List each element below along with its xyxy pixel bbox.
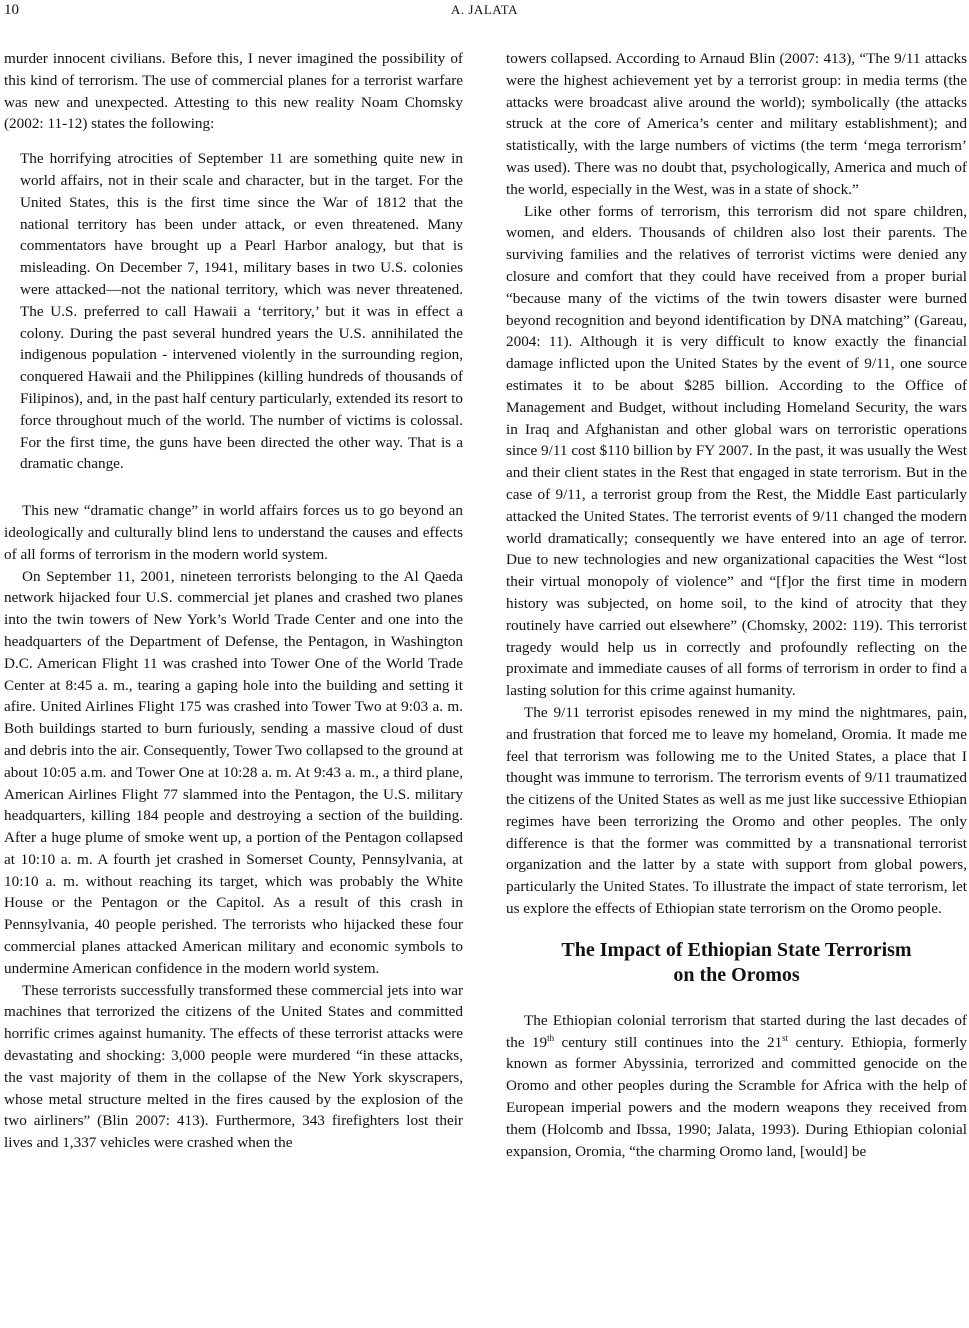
block-quote: The horrifying atrocities of September 11 are something quite new in world affairs, not in their scale and character, but in the target. For the United States, this is the first time since the War of 1812 that the national territory has been under attack, or even threatened. Many commentators have brought up a Pearl Harbor analogy, but that is misleading. On December 7, 1941, military bases in two U.S. colonies were attacked—not the national territory, which was never threatened. The U.S. preferred to call Hawaii a ‘territory,’ but it was in effect a colony. During the past several hundred years the U.S. annihilated the indigenous population - intervened violently in the surrounding region, conquered Hawaii and the Philippines (killing hundreds of thousands of Filipinos), and, in the past half century particularly, extended its resort to force throughout much of the world. The number of victims is colossal. For the first time, the guns have been directed the other way. That is a dramatic change. — [20, 150, 463, 473]
page-number: 10 — [4, 2, 19, 18]
superscript: th — [547, 1032, 555, 1043]
paragraph: Like other forms of terrorism, this terrorism did not spare children, women, and elders. Thousands of children also lost their parents. The surviving families and the relatives of terrorist victims were denied any closure and comfort that they could have received from a proper burial “because many of the victims of the twin towers disaster were burned beyond recognition and beyond identification by DNA matching” (Gareau, 2004: 11). Although it is very difficult to know exactly the financial damage inflicted upon the United States by the event of 9/11, one source estimates it to be about $285 billion. According to the Office of Management and Budget, without including Homeland Security, the wars in Iraq and Afghanistan and other global wars on terroristic operations since 9/11 cost $110 billion by FY 2007. In the past, it was usually the West and their client states in the Rest that engaged in state terrorism. But in the case of 9/11, a terrorist group from the Rest, the Middle East particularly attacked the United States. The terrorist events of 9/11 changed the modern world dramatically; consequently we have entered into an age of terror. Due to new technologies and new organizational capacities the West “lost their virtual monopoly of violence” and “[f]or the first time in modern history was subjected, on home soil, to the kind of atrocity that they routinely have carried out elsewhere” (Chomsky, 2002: 119). This terrorist tragedy would help us in correctly and profoundly reflecting on the proximate and immediate causes of all forms of terrorism in order to find a lasting solution for this crime against humanity. — [506, 202, 967, 700]
paragraph: murder innocent civilians. Before this, I never imagined the possibility of this kind of terrorism. The use of commercial planes for a terrorist warfare was new and unexpected. Attesting to this new reality Noam Chomsky (2002: 11-12) states the following: — [4, 50, 463, 133]
paragraph: towers collapsed. According to Arnaud Blin (2007: 413), “The 9/11 attacks were the highest achievement yet by a terrorist group: in media terms (the attacks were broadcast alive around the world); symbolically (the attacks struck at the core of America’s center and military establishment); and statistically, with the large numbers of victims (the term ‘mega terrorism’ was used). There was no doubt that, psychologically, America and much of the world, especially in the West, was in a state of shock.” — [506, 50, 967, 198]
right-column — [506, 48, 967, 1162]
paragraph: The 9/11 terrorist episodes renewed in my mind the nightmares, pain, and frustration that forced me to leave my homeland, Oromia. It made me feel that terrorism was following me to the United States, a place that I thought was immune to terrorism. The terrorism events of 9/11 traumatized the citizens of the United States as well as me just like successive Ethiopian regimes have been terrorizing the Oromo and other peoples. The only difference is that the former was committed by a transnational terrorist organization and the latter by a state with support from global powers, particularly the United States. To illustrate the impact of state terrorism, let us explore the effects of Ethiopian state terrorism on the Oromo people. — [506, 703, 967, 918]
section-heading-line: The Impact of Ethiopian State Terrorism — [561, 938, 912, 961]
left-column — [4, 48, 463, 1154]
text-run: century. Ethiopia, formerly known as former Abyssinia, terrorized and committed genocide on the Oromo and other peoples during the Scramble for Africa with the help of European imperial powers and the modern weapons they received from them (Holcomb and Ibssa, 1990; Jalata, 1993). During Ethiopian colonial expansion, Oromia, “the charming Oromo land, [would] be — [506, 1033, 967, 1160]
section-heading — [506, 938, 967, 988]
page-header — [0, 0, 969, 24]
text-run: The Ethiopian colonial terrorism that started during the last decades of the 19 — [506, 1011, 967, 1051]
paragraph: These terrorists successfully transformed these commercial jets into war machines that terrorized the citizens of the United States and committed horrific crimes against humanity. The effects of these terrorist attacks were devastating and shocking: 3,000 people were murdered “in these attacks, the vast majority of them in the collapse of the New York skyscrapers, whose metal structure melted in the fires caused by the explosion of the two airliners” (Blin 2007: 413). Furthermore, 343 firefighters lost their lives and 1,337 vehicles were crashed when the — [4, 981, 463, 1152]
paragraph — [506, 1010, 967, 1163]
running-head: A. JALATA — [450, 2, 518, 17]
paragraph: On September 11, 2001, nineteen terrorists belonging to the Al Qaeda network hijacked four U.S. commercial jet planes and crashed two planes into the twin towers of New York’s World Trade Center and one into the headquarters of the Department of Defense, the Pentagon, in Washington D.C. American Flight 11 was crashed into Tower One of the World Trade Center at 8:45 a. m., tearing a gaping hole into the building and setting it afire. United Airlines Flight 175 was crashed into Tower Two at 9:03 a. m. Both buildings started to burn furiously, sending a massive cloud of dust and debris into the air. Consequently, Tower Two collapsed to the ground at about 10:05 a.m. and Tower One at 10:28 a. m. At 9:43 a. m., a third plane, American Airlines Flight 77 slammed into the Pentagon, the U.S. military headquarters, killing 184 people and destroying a section of the building. After a huge plume of smoke went up, a portion of the Pentagon collapsed at 10:10 a. m. A fourth jet crashed in Somerset County, Pennsylvania, at 10:10 a. m. without reaching its target, which was probably the White House or the Pentagon or the Capitol. As a result of this crash in Pennsylvania, 40 people perished. The terrorists who hijacked these four commercial planes attacked American military and economic symbols to undermine American confidence in the modern world system. — [4, 567, 463, 977]
paragraph: This new “dramatic change” in world affairs forces us to go beyond an ideologically and culturally blind lens to understand the causes and effects of all forms of terrorism in the modern world system. — [4, 502, 463, 563]
superscript: st — [782, 1032, 789, 1043]
section-heading-line: on the Oromos — [673, 963, 800, 986]
text-run: century still continues into the 21 — [554, 1033, 783, 1051]
